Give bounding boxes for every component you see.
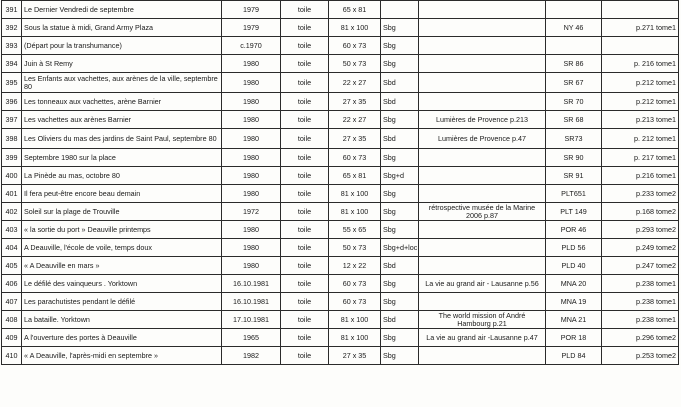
artwork-size: 65 x 81 — [329, 167, 381, 185]
row-number: 403 — [2, 221, 22, 239]
table-row — [2, 329, 679, 347]
artwork-support: toile — [281, 185, 329, 203]
artwork-year: c.1970 — [222, 37, 281, 55]
artwork-title: Il fera peut-être encore beau demain — [22, 185, 222, 203]
artwork-title: Septembre 1980 sur la place — [22, 149, 222, 167]
artwork-page: p.212 tome1 — [602, 93, 679, 111]
artwork-title: La bataille. Yorktown — [22, 311, 222, 329]
row-number: 393 — [2, 37, 22, 55]
artwork-support: toile — [281, 239, 329, 257]
row-number: 392 — [2, 19, 22, 37]
artwork-support: toile — [281, 347, 329, 365]
artwork-support: toile — [281, 293, 329, 311]
artwork-title: « la sortie du port » Deauville printemps — [22, 221, 222, 239]
artwork-title: (Départ pour la transhumance) — [22, 37, 222, 55]
table-row — [2, 149, 679, 167]
row-number: 399 — [2, 149, 22, 167]
artwork-year: 1980 — [222, 55, 281, 73]
artwork-year: 1972 — [222, 203, 281, 221]
artwork-support: toile — [281, 167, 329, 185]
artwork-page: p.296 tome2 — [602, 329, 679, 347]
artwork-reference: MNA 20 — [546, 275, 602, 293]
artwork-size: 22 x 27 — [329, 73, 381, 93]
artwork-title: Les vachettes aux arènes Barnier — [22, 111, 222, 129]
artwork-signature: Sbd — [381, 73, 419, 93]
artwork-size: 81 x 100 — [329, 329, 381, 347]
artwork-year: 1980 — [222, 149, 281, 167]
artwork-signature: Sbg — [381, 185, 419, 203]
artwork-title: Le défilé des vainqueurs . Yorktown — [22, 275, 222, 293]
artwork-signature: Sbd — [381, 93, 419, 111]
artwork-title: Les Oliviers du mas des jardins de Saint Paul, septembre 80 — [22, 129, 222, 149]
artwork-size: 22 x 27 — [329, 111, 381, 129]
artwork-year: 1982 — [222, 347, 281, 365]
artwork-reference: PLT651 — [546, 185, 602, 203]
row-number: 395 — [2, 73, 22, 93]
artwork-exhibition: The world mission of André Hambourg p.21 — [419, 311, 546, 329]
artwork-page: p.168 tome2 — [602, 203, 679, 221]
artwork-signature: Sbg+d+loc — [381, 239, 419, 257]
artwork-size: 60 x 73 — [329, 37, 381, 55]
artwork-support: toile — [281, 1, 329, 19]
artwork-exhibition — [419, 239, 546, 257]
artwork-page: p.233 tome2 — [602, 185, 679, 203]
artwork-reference: POR 18 — [546, 329, 602, 347]
table-row — [2, 293, 679, 311]
artwork-signature: Sbd — [381, 129, 419, 149]
artwork-size: 27 x 35 — [329, 129, 381, 149]
artwork-title: Les Enfants aux vachettes, aux arènes de la ville, septembre 80 — [22, 73, 222, 93]
artwork-reference: SR 67 — [546, 73, 602, 93]
artwork-size: 81 x 100 — [329, 19, 381, 37]
table-row — [2, 1, 679, 19]
artwork-signature: Sbg — [381, 19, 419, 37]
artwork-support: toile — [281, 19, 329, 37]
row-number: 408 — [2, 311, 22, 329]
artwork-size: 27 x 35 — [329, 347, 381, 365]
artwork-page — [602, 1, 679, 19]
artwork-support: toile — [281, 111, 329, 129]
table-row — [2, 129, 679, 149]
artwork-exhibition — [419, 93, 546, 111]
artwork-reference: MNA 21 — [546, 311, 602, 329]
artwork-page: p.216 tome1 — [602, 167, 679, 185]
artwork-reference: SR 70 — [546, 93, 602, 111]
artwork-exhibition — [419, 19, 546, 37]
artwork-size: 12 x 22 — [329, 257, 381, 275]
table-row — [2, 19, 679, 37]
artwork-exhibition — [419, 221, 546, 239]
row-number: 400 — [2, 167, 22, 185]
artwork-signature: Sbg — [381, 149, 419, 167]
artwork-reference: MNA 19 — [546, 293, 602, 311]
artwork-exhibition — [419, 293, 546, 311]
artwork-signature: Sbg — [381, 347, 419, 365]
artwork-page: p.247 tome2 — [602, 257, 679, 275]
artwork-year: 1980 — [222, 167, 281, 185]
row-number: 391 — [2, 1, 22, 19]
artwork-signature: Sbd — [381, 257, 419, 275]
table-row — [2, 93, 679, 111]
artwork-exhibition — [419, 37, 546, 55]
artwork-year: 1980 — [222, 221, 281, 239]
artwork-page: p.213 tome1 — [602, 111, 679, 129]
artwork-page: p. 217 tome1 — [602, 149, 679, 167]
table-row — [2, 347, 679, 365]
catalog-rows — [2, 1, 679, 365]
artwork-reference — [546, 37, 602, 55]
catalog-table — [1, 0, 679, 365]
artwork-size: 60 x 73 — [329, 293, 381, 311]
artwork-signature: Sbg — [381, 329, 419, 347]
artwork-reference: SR 90 — [546, 149, 602, 167]
artwork-reference: POR 46 — [546, 221, 602, 239]
artwork-title: « A Deauville, l'après-midi en septembre » — [22, 347, 222, 365]
row-number: 398 — [2, 129, 22, 149]
artwork-year: 17.10.1981 — [222, 311, 281, 329]
artwork-title: La Pinède au mas, octobre 80 — [22, 167, 222, 185]
artwork-signature: Sbg — [381, 37, 419, 55]
row-number: 404 — [2, 239, 22, 257]
table-row — [2, 203, 679, 221]
artwork-reference: SR 91 — [546, 167, 602, 185]
artwork-exhibition — [419, 1, 546, 19]
artwork-reference: PLD 40 — [546, 257, 602, 275]
artwork-reference: SR73 — [546, 129, 602, 149]
table-row — [2, 185, 679, 203]
artwork-exhibition: La vie au grand air -Lausanne p.47 — [419, 329, 546, 347]
artwork-year: 1980 — [222, 257, 281, 275]
artwork-signature — [381, 1, 419, 19]
artwork-year: 1980 — [222, 93, 281, 111]
artwork-exhibition — [419, 73, 546, 93]
artwork-support: toile — [281, 275, 329, 293]
artwork-year: 1965 — [222, 329, 281, 347]
artwork-signature: Sbd — [381, 311, 419, 329]
artwork-reference: SR 68 — [546, 111, 602, 129]
artwork-signature: Sbg — [381, 111, 419, 129]
artwork-year: 1980 — [222, 111, 281, 129]
artwork-exhibition: Lumières de Provence p.213 — [419, 111, 546, 129]
artwork-size: 65 x 81 — [329, 1, 381, 19]
artwork-support: toile — [281, 129, 329, 149]
artwork-size: 81 x 100 — [329, 203, 381, 221]
artwork-support: toile — [281, 93, 329, 111]
artwork-support: toile — [281, 221, 329, 239]
artwork-support: toile — [281, 149, 329, 167]
artwork-size: 81 x 100 — [329, 311, 381, 329]
artwork-title: Sous la statue à midi, Grand Army Plaza — [22, 19, 222, 37]
artwork-size: 50 x 73 — [329, 55, 381, 73]
artwork-signature: Sbg — [381, 221, 419, 239]
artwork-reference — [546, 1, 602, 19]
artwork-page: p.238 tome1 — [602, 275, 679, 293]
artwork-exhibition — [419, 257, 546, 275]
artwork-support: toile — [281, 311, 329, 329]
artwork-page: p.238 tome1 — [602, 293, 679, 311]
artwork-year: 1980 — [222, 129, 281, 149]
table-row — [2, 221, 679, 239]
artwork-title: Le Dernier Vendredi de septembre — [22, 1, 222, 19]
artwork-exhibition — [419, 55, 546, 73]
row-number: 410 — [2, 347, 22, 365]
artwork-title: Les parachutistes pendant le défilé — [22, 293, 222, 311]
artwork-title: « A Deauville en mars » — [22, 257, 222, 275]
table-row — [2, 167, 679, 185]
artwork-title: Les tonneaux aux vachettes, arène Barnier — [22, 93, 222, 111]
artwork-signature: Sbg — [381, 275, 419, 293]
artwork-exhibition — [419, 185, 546, 203]
artwork-reference: SR 86 — [546, 55, 602, 73]
artwork-page: p.293 tome2 — [602, 221, 679, 239]
artwork-size: 60 x 73 — [329, 149, 381, 167]
table-row — [2, 73, 679, 93]
artwork-exhibition — [419, 167, 546, 185]
artwork-exhibition — [419, 347, 546, 365]
artwork-year: 1980 — [222, 73, 281, 93]
artwork-signature: Sbg — [381, 203, 419, 221]
artwork-exhibition: La vie au grand air - Lausanne p.56 — [419, 275, 546, 293]
artwork-page: p.249 tome2 — [602, 239, 679, 257]
artwork-year: 1979 — [222, 1, 281, 19]
artwork-support: toile — [281, 55, 329, 73]
artwork-year: 1980 — [222, 239, 281, 257]
row-number: 396 — [2, 93, 22, 111]
row-number: 394 — [2, 55, 22, 73]
artwork-page: p.271 tome1 — [602, 19, 679, 37]
artwork-support: toile — [281, 257, 329, 275]
artwork-size: 60 x 73 — [329, 275, 381, 293]
artwork-year: 16.10.1981 — [222, 293, 281, 311]
table-row — [2, 111, 679, 129]
table-row — [2, 239, 679, 257]
artwork-title: Juin à St Remy — [22, 55, 222, 73]
table-row — [2, 55, 679, 73]
row-number: 402 — [2, 203, 22, 221]
artwork-exhibition — [419, 149, 546, 167]
table-row — [2, 257, 679, 275]
artwork-size: 50 x 73 — [329, 239, 381, 257]
artwork-page: p.238 tome1 — [602, 311, 679, 329]
row-number: 401 — [2, 185, 22, 203]
artwork-year: 1980 — [222, 185, 281, 203]
table-row — [2, 275, 679, 293]
table-row — [2, 311, 679, 329]
artwork-title: A l'ouverture des portes à Deauville — [22, 329, 222, 347]
row-number: 409 — [2, 329, 22, 347]
artwork-reference: PLD 84 — [546, 347, 602, 365]
artwork-exhibition: rétrospective musée de la Marine 2006 p.87 — [419, 203, 546, 221]
row-number: 405 — [2, 257, 22, 275]
row-number: 407 — [2, 293, 22, 311]
artwork-title: Soleil sur la plage de Trouville — [22, 203, 222, 221]
artwork-reference: PLD 56 — [546, 239, 602, 257]
row-number: 397 — [2, 111, 22, 129]
artwork-size: 27 x 35 — [329, 93, 381, 111]
artwork-year: 16.10.1981 — [222, 275, 281, 293]
artwork-support: toile — [281, 37, 329, 55]
artwork-signature: Sbg — [381, 293, 419, 311]
table-row — [2, 37, 679, 55]
artwork-exhibition: Lumières de Provence p.47 — [419, 129, 546, 149]
artwork-page: p.253 tome2 — [602, 347, 679, 365]
artwork-signature: Sbg — [381, 55, 419, 73]
row-number: 406 — [2, 275, 22, 293]
artwork-year: 1979 — [222, 19, 281, 37]
artwork-signature: Sbg+d — [381, 167, 419, 185]
artwork-title: A Deauville, l'école de voile, temps doux — [22, 239, 222, 257]
artwork-size: 55 x 65 — [329, 221, 381, 239]
artwork-size: 81 x 100 — [329, 185, 381, 203]
artwork-reference: NY 46 — [546, 19, 602, 37]
artwork-page: p.212 tome1 — [602, 73, 679, 93]
artwork-page: p. 216 tome1 — [602, 55, 679, 73]
artwork-support: toile — [281, 73, 329, 93]
artwork-reference: PLT 149 — [546, 203, 602, 221]
artwork-page: p. 212 tome1 — [602, 129, 679, 149]
artwork-support: toile — [281, 329, 329, 347]
artwork-page — [602, 37, 679, 55]
artwork-support: toile — [281, 203, 329, 221]
